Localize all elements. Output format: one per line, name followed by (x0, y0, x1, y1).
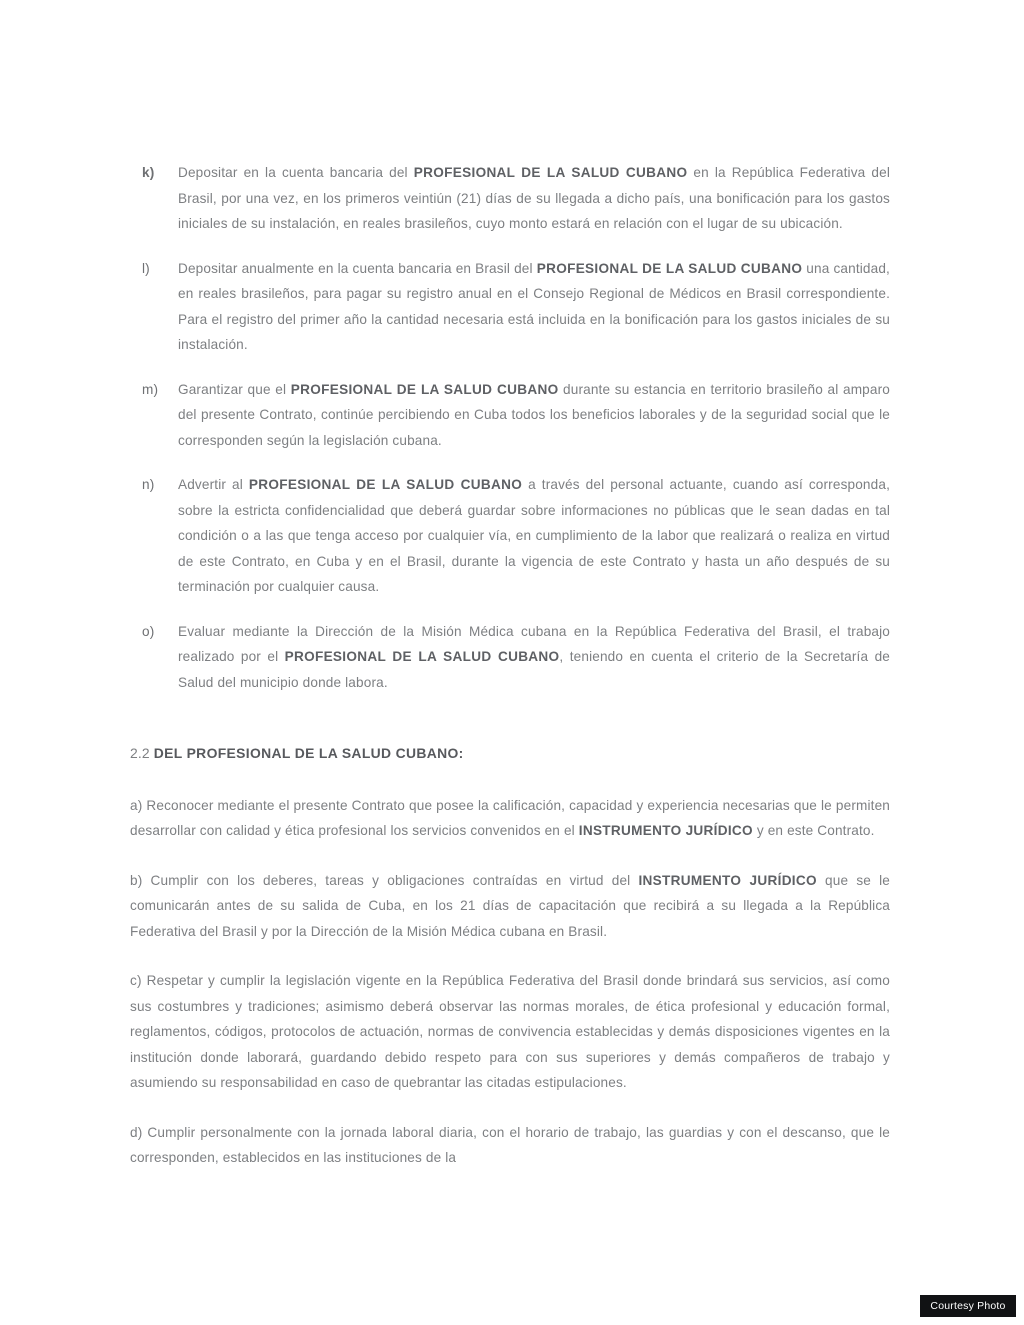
list-item-text: Depositar anualmente en la cuenta bancaria en Brasil del PROFESIONAL DE LA SALUD CUBANO una cantidad, en reales brasileños, para pagar su registro anual en el Consejo Regional de Médicos en Brasil correspondiente. Para el registro del primer año la cantidad necesaria está incluida en la bonificación para los gastos iniciales de su instalación. (178, 260, 890, 352)
section-number: 2.2 (130, 745, 150, 761)
list-item (130, 472, 890, 600)
list-item-text: Garantizar que el PROFESIONAL DE LA SALUD CUBANO durante su estancia en territorio brasileño al amparo del presente Contrato, continúe percibiendo en Cuba todos los beneficios laborales y de la seguridad social que le corresponden según la legislación cubana. (178, 381, 890, 448)
list-item-text: Advertir al PROFESIONAL DE LA SALUD CUBANO a través del personal actuante, cuando así corresponda, sobre la estricta confidencialidad que deberá guardar sobre informaciones no públicas que le sean dadas en tal condición o a las que tenga acceso por cualquier vía, en cumplimiento de la labor que realizará o realiza en virtud de este Contrato, en Cuba y en el Brasil, durante la vigencia de este Contrato y hasta un año después de su terminación por cualquier causa. (178, 477, 890, 594)
scanned-text-body (130, 160, 890, 1290)
section-title: DEL PROFESIONAL DE LA SALUD CUBANO: (153, 745, 464, 761)
list-marker: m) (142, 381, 159, 397)
list-marker: n) (142, 477, 155, 492)
list-item (130, 256, 890, 358)
list-item (130, 160, 890, 237)
list-marker: l) (142, 260, 150, 276)
paragraph: b) Cumplir con los deberes, tareas y obligaciones contraídas en virtud del INSTRUMENTO JURÍDICO que se le comunicarán antes de su salida de Cuba, en los 21 días de capacitación que recibirá a su llegada a la República Federativa del Brasil y por la Dirección de la Misión Médica cubana en Brasil. (130, 872, 891, 939)
paragraph: d) Cumplir personalmente con la jornada laboral diaria, con el horario de trabajo, las guardias y con el descanso, que le corresponden, establecidos en las instituciones de la (130, 1124, 890, 1165)
page-top-margin (0, 0, 1024, 160)
list-item-text: Depositar en la cuenta bancaria del PROFESIONAL DE LA SALUD CUBANO en la República Federativa del Brasil, por una vez, en los primeros veintiún (21) días de su llegada a dicho país, una bonificación para los gastos iniciales de su instalación, en reales brasileños, cuyo monto estará en relación con el lugar de su ubicación. (178, 165, 891, 231)
paragraph: a) Reconocer mediante el presente Contrato que posee la calificación, capacidad y experiencia necesarias que le permiten desarrollar con calidad y ética profesional los servicios convenidos en el INSTRUMENTO JURÍDICO y en este Contrato. (130, 797, 890, 838)
list-item (130, 377, 890, 454)
paragraph: c) Respetar y cumplir la legislación vigente en la República Federativa del Brasil donde brindará sus servicios, así como sus costumbres y tradiciones; asimismo deberá observar las normas morales, de ética profesional y educación formal, reglamentos, códigos, protocolos de actuación, normas de convivencia establecidas y demás disposiciones vigentes en la institución donde laborará, guardando debido respeto para con sus superiores y demás compañeros de trabajo y asumiendo su responsabilidad en caso de quebrantar las citadas estipulaciones. (130, 973, 890, 1090)
list-marker: k) (142, 165, 155, 180)
list-marker: o) (142, 623, 155, 639)
section-heading (130, 741, 890, 767)
courtesy-photo-badge: Courtesy Photo (920, 1295, 1016, 1317)
list-item-text: Evaluar mediante la Dirección de la Misión Médica cubana en la República Federativa del Brasil, el trabajo realizado por el PROFESIONAL DE LA SALUD CUBANO, teniendo en cuenta el criterio de la Secretaría de Salud del municipio donde labora. (178, 623, 890, 690)
list-item (130, 619, 890, 696)
